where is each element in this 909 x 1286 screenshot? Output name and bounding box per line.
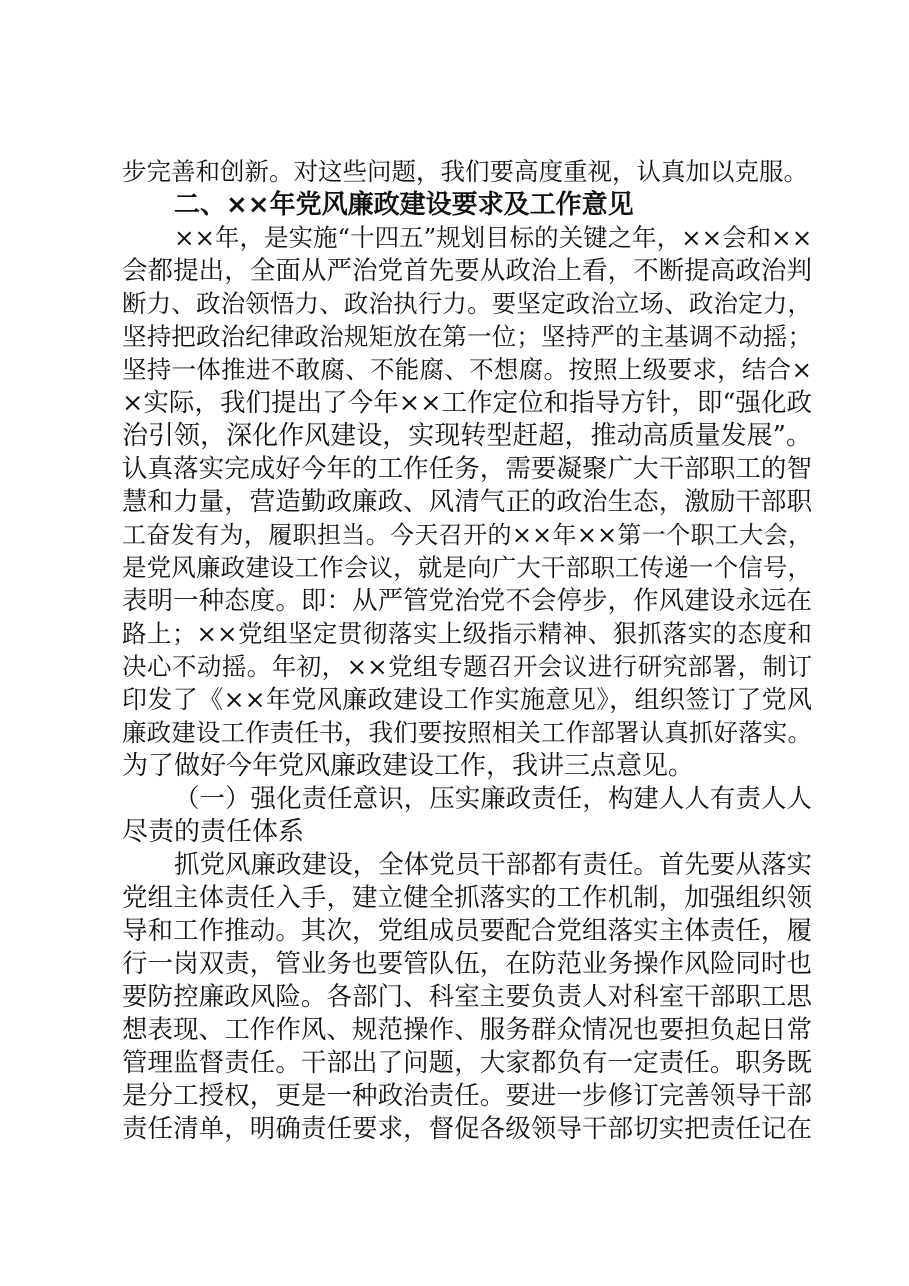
body-line: 认真落实完成好今年的工作任务，需要凝聚广大干部职工的智	[122, 454, 812, 484]
body-line: ××年，是实施“十四五”规划目标的关键之年，××会和××	[174, 223, 813, 252]
body-line: 断力、政治领悟力、政治执行力。要坚定政治立场、政治定力，	[122, 289, 812, 318]
body-line: 会都提出，全面从严治党首先要从政治上看，不断提高政治判	[122, 256, 812, 286]
body-line: 管理监督责任。干部出了问题，大家都负有一定责任。职务既	[122, 1048, 812, 1078]
section-heading: 二、××年党风廉政建设要求及工作意见	[174, 190, 634, 220]
body-line: 决心不动摇。年初，××党组专题召开会议进行研究部署，制订	[122, 652, 812, 681]
subsection-heading: 尽责的责任体系	[122, 817, 305, 847]
body-line: 是党风廉政建设工作会议，就是向广大干部职工传递一个信号，	[122, 553, 812, 582]
body-line: 印发了《××年党风廉政建设工作实施意见》，组织签订了党风	[122, 685, 812, 714]
body-line: 导和工作推动。其次，党组成员要配合党组落实主体责任，履	[122, 916, 812, 946]
body-line: 坚持一体推进不敢腐、不能腐、不想腐。按照上级要求，结合×	[122, 355, 812, 384]
body-line: 治引领，深化作风建设，实现转型赶超，推动高质量发展”。	[122, 421, 812, 451]
body-line: 慧和力量，营造勤政廉政、风清气正的政治生态，激励干部职	[122, 487, 812, 517]
body-line: 廉政建设工作责任书，我们要按照相关工作部署认真抓好落实。	[122, 718, 812, 747]
body-line: 路上；××党组坚定贯彻落实上级指示精神、狠抓落实的态度和	[122, 619, 812, 648]
body-line: 责任清单，明确责任要求，督促各级领导干部切实把责任记在	[122, 1114, 812, 1144]
body-line: 步完善和创新。对这些问题，我们要高度重视，认真加以克服。	[122, 157, 808, 186]
subsection-heading: （一）强化责任意识，压实廉政责任，构建人人有责人人	[174, 784, 812, 814]
body-line: 要防控廉政风险。各部门、科室主要负责人对科室干部职工思	[122, 982, 812, 1012]
body-line: 想表现、工作作风、规范操作、服务群众情况也要担负起日常	[122, 1015, 812, 1045]
body-line: ×实际，我们提出了今年××工作定位和指导方针，即“强化政	[122, 388, 812, 418]
body-line: 为了做好今年党风廉政建设工作，我讲三点意见。	[122, 751, 695, 781]
body-line: 抓党风廉政建设，全体党员干部都有责任。首先要从落实	[174, 850, 812, 880]
body-line: 工奋发有为，履职担当。今天召开的××年××第一个职工大会，	[122, 521, 812, 549]
body-line: 党组主体责任入手，建立健全抓落实的工作机制，加强组织领	[122, 883, 812, 913]
body-line: 表明一种态度。即：从严管党治党不会停步，作风建设永远在	[122, 586, 812, 616]
body-line: 是分工授权，更是一种政治责任。要进一步修订完善领导干部	[122, 1081, 812, 1111]
body-line: 行一岗双责，管业务也要管队伍，在防范业务操作风险同时也	[122, 949, 812, 979]
body-line: 坚持把政治纪律政治规矩放在第一位；坚持严的主基调不动摇；	[122, 322, 812, 351]
